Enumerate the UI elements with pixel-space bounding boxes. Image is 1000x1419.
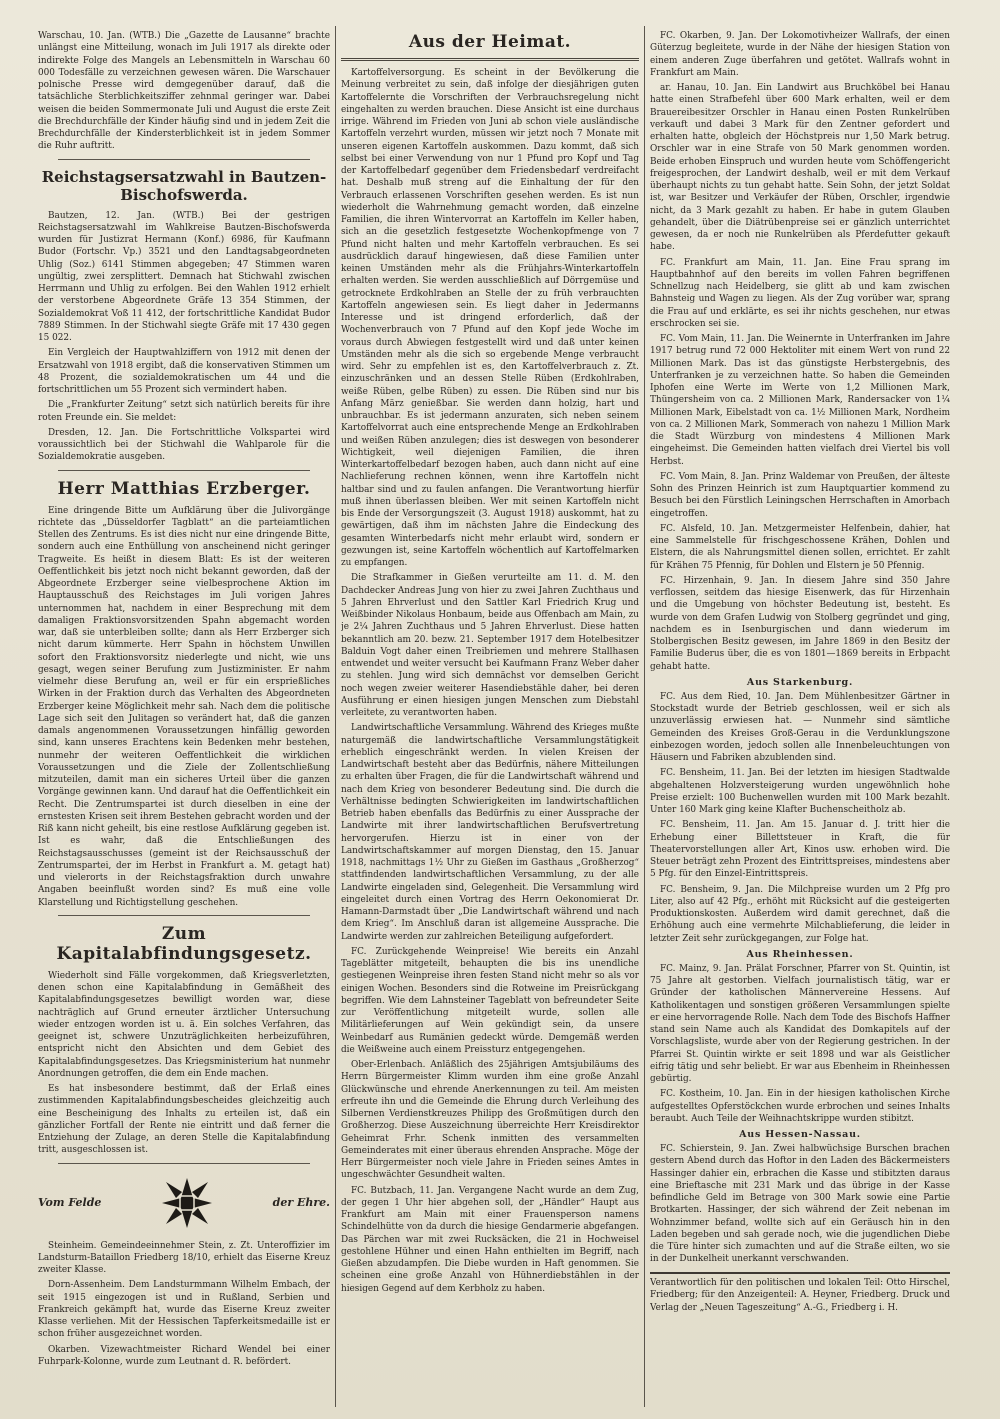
paragraph: Ein Vergleich der Hauptwahlziffern von 1912 mit denen der Ersatzwahl von 1918 ergibt, daß die konservativen Stimmen um 48 Prozent, die sozialdemokratischen um 44 und die fortschrittlichen um 55 Prozent sich vermindert haben. [38,348,330,395]
ehre-right-label: der Ehre. [272,1196,330,1209]
paragraph: FC. Frankfurt am Main, 11. Jan. Eine Frau sprang im Hauptbahnhof auf den bereits im vollen Fahren begriffenen Schnellzug nach Heidelberg, sie glitt ab und kam zwischen Bahnsteig und Wagen zu liegen. Als der Zug vorüber war, sprang die Frau auf und erklärte, es sei ihr nichts geschehen, nur etwas erschrocken sei sie. [650,257,950,329]
headline-aus-der-heimat: Aus der Heimat. [408,32,572,52]
column-3 [650,30,950,1405]
column-1 [38,30,330,1405]
column-rule [644,26,645,1407]
paragraph: FC. Alsfeld, 10. Jan. Metzgermeister Helfenbein, dahier, hat eine Sammelstelle für frischgeschossene Krähen, Dohlen und Elstern, die als Nahrungsmittel dienen sollen, errichtet. Er zahlt für Krähen 75 Pfennig, für Dohlen und Elstern je 50 Pfennig. [650,523,950,571]
headline-kapitalabfindungsgesetz: Zum Kapitalabfindungsgesetz. [56,923,312,964]
paragraph: FC. Mainz, 9. Jan. Prälat Forschner, Pfarrer von St. Quintin, ist 75 Jahre alt gestorben. Vielfach journalistisch tätig, war er Gründer der katholischen Männervereine Hessens. Auf Katholikentagen und sonstigen größeren Versammlungen spielte er eine hervorragende Rolle. Nach dem Tode des Bischofs Haffner stand sein Name auch als Kandidat des Domkapitels auf der Vorschlagsliste, wurde aber von der Regierung gestrichen. In der Pfarrei St. Quintin wirkte er seit 1898 und war als Geistlicher eifrig tätig und sehr beliebt. Er war aus Ebenheim in Rheinhessen gebürtig. [650,963,950,1084]
paragraph: Es hat insbesondere bestimmt, daß der Erlaß eines zustimmenden Kapitalabfindungsbescheides gleichzeitig auch eine Bescheinigung des Inhalts zu erteilen ist, daß ein gänzlicher Fortfall der Rente nie eintritt und daß ferner die Entziehung der Zulage, an deren Stelle die Kapitalabfindung tritt, ausgeschlossen ist. [38,1084,330,1156]
paragraph: FC. Aus dem Ried, 10. Jan. Dem Mühlenbesitzer Gärtner in Stockstadt wurde der Betrieb geschlossen, weil er sich als unzuverlässig erwiesen hat. — Nunmehr sind sämtliche Gemeinden des Kreises Groß-Gerau in die Verdunklungszone einbezogen worden, jedoch sollen alle Innenbeleuchtungen von Häusern und Fabriken abzublenden sind. [650,691,950,763]
imprint-footer: Verantwortlich für den politischen und lokalen Teil: Otto Hirschel, Friedberg; für den Anzeigenteil: A. Heyner, Friedberg. Druck und Verlag der „Neuen Tageszeitung“ A.-G., Friedberg i. H. [650,1272,950,1315]
divider [58,470,310,471]
paragraph: ar. Hanau, 10. Jan. Ein Landwirt aus Bruchköbel bei Hanau hatte einen Strafbefehl über 600 Mark erhalten, weil er dem Brauereibesitzer Orschler in Hanau einen Posten Runkelrüben verkauft und dabei 3 Mark für den Zentner gefordert und erhalten hatte, obgleich der Höchstpreis nur 1,50 Mark betrug. Orschler war in eine Strafe von 50 Mark genommen worden. Beide erhoben Einspruch und wurden heute vom Schöffengericht freigesprochen, der Landwirt deshalb, weil er mit dem Verkauf überhaupt nichts zu tun gehabt hatte. Sein Sohn, der jetzt Soldat ist, war Besitzer und Verkäufer der Rüben, Orschler, irgendwie nicht, da 3 Mark gezahlt zu haben. Er habe in gutem Glauben gehandelt, über die Diätrübenpreise sei er gänzlich unterrichtet gewesen, da er noch nie Runkelrüben als Pferdefutter gekauft habe. [650,83,950,253]
paragraph: Eine dringende Bitte um Aufklärung über die Julivorgänge richtete das „Düsseldorfer Tagblatt“ an die parteiamtlichen Stellen des Zentrums. Es ist dies nicht nur eine dringende Bitte, sondern auch eine Enthüllung von anscheinend nicht geringer Tragweite. Es heißt in diesem Blatt: Es ist der weiteren Oeffentlichkeit bis jetzt noch nicht bekannt geworden, daß der Abgeordnete Erzberger seine vielbesprochene Aktion im Hauptausschuß des Reichstages im Juli vorigen Jahres unternommen hat, nachdem in einer Besprechung mit dem damaligen Fraktionsvorsitzenden Spahn abgemacht worden war, daß sie unterbleiben sollte; dann als Herr Erzberger sich nicht darum kümmerte. Herr Spahn in höchstem Unwillen sofort den Fraktionsvorsitz niederlegte und nicht, wie uns gesagt, wegen seiner Berufung zum Justizminister. Er nahm vielmehr diese Berufung an, weil er für ein ersprießliches Wirken in der Fraktion durch das Verhalten des Abgeordneten Erzberger keine Möglichkeit mehr sah. Nach dem die politische Lage sich seit den Julitagen so verändert hat, daß die ganzen damals angenommenen Voraussetzungen hinfällig geworden sind, kann unseres Erachtens kein Bedenken mehr bestehen, nunmehr der weiteren Oeffentlichkeit die wirklichen Voraussetzungen und die Ziele der Zollentschließung mitzuteilen, damit man ein sicheres Urteil über die ganzen Vorgänge gewinnen kann. Und darauf hat die Oeffentlichkeit ein Recht. Die Zentrumspartei ist durch dieselben in eine der ernstesten Krisen seit ihrem Bestehen gebracht worden und der Riß kann nicht geheilt, bis eine restlose Aufklärung gegeben ist. Ist es wahr, daß die Entschließungen des Reichstagsausschusses (gemeint ist der Reichsausschuß der Zentrumspartei, der im Herbst in Frankfurt a. M. getagt hat) und vielerorts in der Reichstagsfraktion durch unwahre Angaben beeinflußt worden sind? Es muß eine volle Klarstellung und Richtigstellung geschehen. [38,505,330,908]
divider [58,159,310,160]
headline-reichstagsersatzwahl: Reichstagsersatzwahl in Bautzen-Bischofswerda. [41,167,327,204]
section-aus-rheinhessen: Aus Rheinhessen. [746,948,854,960]
paragraph: Bautzen, 12. Jan. (WTB.) Bei der gestrigen Reichstagsersatzwahl im Wahlkreise Bautzen-Bischofswerda wurden für Justizrat Hermann (Konf.) 6986, für Kaufmann Budor (Fortschr. Vp.) 3521 und den Landtagsabgeordneten Uhlig (Soz.) 6141 Stimmen abgegeben; 47 Stimmen waren ungültig, zwei zersplittert. Demnach hat Stichwahl zwischen Herrmann und Uhlig zu erfolgen. Bei den Wahlen 1912 erhielt der verstorbene Abgeordnete Gräfe 13 354 Stimmen, der Sozialdemokrat Voß 11 412, der fortschrittliche Kandidat Budor 7889 Stimmen. In der Stichwahl siegte Gräfe mit 17 430 gegen 15 022. [38,210,330,343]
paragraph: FC. Okarben, 9. Jan. Der Lokomotivheizer Wallrafs, der einen Güterzug begleitete, wurde in der Nähe der hiesigen Station von einem anderen Zuge überfahren und getötet. Wallrafs wohnt in Frankfurt am Main. [650,31,950,78]
paragraph: Dresden, 12. Jan. Die Fortschrittliche Volkspartei wird voraussichtlich bei der Stichwahl die Wahlparole für die Sozialdemokratie ausgeben. [38,427,330,463]
paragraph: Die Strafkammer in Gießen verurteilte am 11. d. M. den Dachdecker Andreas Jung von hier zu zwei Jahren Zuchthaus und 5 Jahren Ehrverlust und den Sattler Karl Friedrich Krug und Weißbinder Nikolaus Honbaum, beide aus Offenbach am Main, zu je 2¼ Jahren Zuchthaus und 5 Jahren Ehrverlust. Diese hatten bekanntlich am 20. bezw. 21. September 1917 dem Hotelbesitzer Balduin Vogt daher einen Treibriemen und mehrere Stallhasen entwendet und weiter versucht bei Kaufmann Franz Weber daher zu stehlen. Jung wird sich demnächst vor demselben Gericht noch wegen zweier weiterer Hasendiebstähle daher, bei deren Ausführung er einen hiesigen jungen Menschen zum Diebstahl verleitete, zu verantworten haben. [341,573,639,718]
iron-cross-icon [158,1174,216,1232]
column-rule [335,26,336,1407]
headline-erzberger: Herr Matthias Erzberger. [57,478,311,499]
paragraph: FC. Vom Main, 11. Jan. Die Weinernte in Unterfranken im Jahre 1917 betrug rund 72 000 Hektoliter mit einem Wert von rund 22 Millionen Mark. Das ist das günstigste Herbstergebnis, des Unterfranken je zu verzeichnen hatte. So haben die Gemeinden Iphofen eine Werte im Werte von 1,2 Millionen Mark, Thüngersheim von ca. 2 Millionen Mark, Randersacker von 1¼ Millionen Mark, Eibelstadt von ca. 1½ Millionen Mark, Nordheim von ca. 2 Millionen Mark, Sommerach von nahezu 1 Million Mark die Stadt Würzburg von mindestens 4 Millionen Mark eingeheimst. Die Gemeinden hatten vielfach drei Viertel bis voll Herbst. [650,334,950,467]
divider [341,58,639,61]
paragraph: FC. Kostheim, 10. Jan. Ein in der hiesigen katholischen Kirche aufgestelltes Opferstöckchen wurde erbrochen und seines Inhalts beraubt. Auch Teile der Weihnachtskrippe wurden stibitzt. [650,1089,950,1124]
paragraph: Landwirtschaftliche Versammlung. Während des Krieges mußte naturgemäß die landwirtschaftliche Versammlungstätigkeit erheblich eingeschränkt werden. In vielen Kreisen der Landwirtschaft besteht aber das Bedürfnis, nähere Mitteilungen zu erhalten über Fragen, die für die Landwirtschaft während und nach dem Krieg von besonderer Bedeutung sind. Die durch die Verhältnisse bedingten Schwierigkeiten im landwirtschaftlichen Betrieb haben ebenfalls das Bedürfnis zu einer Aussprache der Landwirte mit ihrer landwirtschaftlichen Berufsvertretung hervorgerufen. Hierzu ist in einer von der Landwirtschaftskammer auf morgen Dienstag, den 15. Januar 1918, nachmittags 1½ Uhr zu Gießen im Gasthaus „Großherzog“ stattfindenden landwirtschaftlichen Versammlung, zu der alle Landwirte eingeladen sind, Gelegenheit. Die Versammlung wird eingeleitet durch einen Vortrag des Herrn Oekonomierat Dr. Hamann-Darmstadt über „Die Landwirtschaft während und nach dem Krieg“. Im Anschluß daran ist allgemeine Aussprache. Die Landwirte werden zur zahlreichen Beteiligung aufgefordert. [341,723,639,942]
paragraph: Wiederholt sind Fälle vorgekommen, daß Kriegsverletzten, denen schon eine Kapitalabfindung in Gemäßheit des Kapitalabfindungsgesetzes bewilligt worden war, diese nachträglich auf Grund erneuter ärztlicher Untersuchung wieder entzogen worden ist u. ä. Ein solches Verfahren, das geeignet ist, schwere Unzuträglichkeiten herbeizuführen, entspricht nicht den Absichten und dem Gebiet des Kapitalabfindungsgesetzes. Das Kriegsministerium hat nunmehr Anordnungen getroffen, die dem ein Ende machen. [38,970,330,1079]
paragraph: Die „Frankfurter Zeitung“ setzt sich natürlich bereits für ihre roten Freunde ein. Sie meldet: [38,400,330,423]
divider [58,1163,310,1164]
paragraph: FC. Hirzenhain, 9. Jan. In diesem Jahre sind 350 Jahre verflossen, seitdem das hiesige Eisenwerk, das für Hirzenhain und die Umgebung von höchster Bedeutung ist, besteht. Es wurde von dem Grafen Ludwig von Stolberg gegründet und ging, nachdem es in Isenburgischen und dann wiederum im Stolbergischen Besitz gewesen, im Jahre 1869 in den Besitz der Familie Buderus über, die es von 1801—1869 bereits in Erbpacht gehabt hatte. [650,575,950,672]
paragraph: FC. Bensheim, 9. Jan. Die Milchpreise wurden um 2 Pfg pro Liter, also auf 42 Pfg., erhöht mit Rücksicht auf die gesteigerten Produktionskosten. Außerdem wird damit gerechnet, daß die Erhöhung auch eine vermehrte Milchablieferung, die leider in letzter Zeit sehr zurückgegangen, zur Folge hat. [650,884,950,944]
paragraph: FC. Vom Main, 8. Jan. Prinz Waldemar von Preußen, der älteste Sohn des Prinzen Heinrich ist zum Hauptquartier kommend zu Besuch bei den Fürstlich Leiningschen Herrschaften in Amorbach eingetroffen. [650,471,950,519]
paragraph: Steinheim. Gemeindeeinnehmer Stein, z. Zt. Unteroffizier im Landsturm-Bataillon Friedberg 18/10, erhielt das Eiserne Kreuz zweiter Klasse. [38,1240,330,1275]
vom-felde-der-ehre-heading [38,1174,330,1232]
paragraph: Okarben. Vizewachtmeister Richard Wendel bei einer Fuhrpark-Kolonne, wurde zum Leutnant d. R. befördert. [38,1344,330,1367]
ehre-left-label: Vom Felde [38,1196,102,1209]
paragraph: Kartoffelversorgung. Es scheint in der Bevölkerung die Meinung verbreitet zu sein, daß infolge der diesjährigen guten Kartoffelernte die Vorschriften der Verbrauchsregelung nicht eingehalten zu werden brauchen. Diese Ansicht ist eine durchaus irrige. Während im Frieden von Juni ab schon viele ausländische Kartoffeln verzehrt wurden, müssen wir jetzt noch 7 Monate mit unseren eigenen Kartoffeln auskommen. Dazu kommt, daß sich selbst bei einer Verwendung von nur 1 Pfund pro Kopf und Tag der Kartoffelbedarf gegenüber dem Friedensbedarf verdreifacht hat. Deshalb muß streng auf die Einhaltung der für den Verbrauch erlassenen Vorschriften gesehen werden. Es ist nun wiederholt die Wahrnehmung gemacht worden, daß einzelne Familien, die ihren Wintervorrat an Kartoffeln im Keller haben, sich an die gesetzlich festgesetzte Wochenkopfmenge von 7 Pfund nicht halten und mehr Kartoffeln verbrauchen. Es sei ausdrücklich darauf hingewiesen, daß diese Familien unter keinen Umständen mehr als die Frühjahrs-Winterkartoffeln erhalten werden. Sie werden ausschließlich auf Dörrgemüse und getrocknete Erdkohlraben an Stelle der zu früh verbrauchten Kartoffeln angewiesen sein. Es liegt daher in Jedermanns Interesse und ist dringend erforderlich, daß der Wochenverbrauch von 7 Pfund auf den Kopf jede Woche im voraus durch Abwiegen festgestellt wird und daß unter keinen Umständen mehr als die sich so ergebende Menge verbraucht wird. Sehr zu empfehlen ist es, den Kartoffelverbrauch z. Zt. einzuschränken und an dessen Stelle Rüben (Erdkohlraben, weiße Rüben, gelbe Rüben) zu essen. Die Rüben sind nur bis Anfang März genießbar. Sie werden dann holzig, hart und unbrauchbar. Es ist jedermann anzuraten, sich neben seinem Kartoffelvorrat auch eine entsprechende Menge an Erdkohlraben und weißen Rüben anzulegen; dies ist deswegen von besonderer Wichtigkeit, weil diejenigen Familien, die ihren Winterkartoffelbedarf bezogen haben, auch dann nicht auf eine Nachlieferung rechnen können, wenn ihre Kartoffeln nicht haltbar sind und zu faulen anfangen. Die Verantwortung hierfür muß ihnen überlassen bleiben. Wer mit seinen Kartoffeln nicht bis Ende der Versorgungszeit (3. August 1918) auskommt, hat zu gewärtigen, daß ihm im nächsten Jahre die Eindeckung des gesamten Winterbedarfs nicht mehr erlaubt wird, sondern er gezwungen ist, seine Kartoffeln wöchentlich auf Kartoffelmarken zu empfangen. [341,68,639,568]
warschau-article: Warschau, 10. Jan. (WTB.) Die „Gazette de Lausanne“ brachte unlängst eine Mitteilung, wonach im Juli 1917 als direkte oder indirekte Folge des Mangels an Lebensmitteln in Warschau 60 000 Todesfälle zu verzeichnen gewesen wären. Die Warschauer polnische Presse wird demgegenüber darauf, daß die tatsächliche Sterblichkeitsziffer zehnmal geringer war. Dabei weisen die beiden Sommermonate Juli und August die erste Zeit die Brechdurchfälle der Kinder häufig sind und in jedem Zeit die Brechdurchfälle der Kindersterblichkeit ist in jedem Sommer die Ruhr auftritt. [38,31,330,152]
paragraph: Dorn-Assenheim. Dem Landsturmmann Wilhelm Embach, der seit 1915 eingezogen ist und in Rußland, Serbien und Frankreich gekämpft hat, wurde das Eiserne Kreuz zweiter Klasse verliehen. Mit der Hessischen Tapferkeitsmedaille ist er schon früher ausgezeichnet worden. [38,1280,330,1340]
divider [58,915,310,916]
section-aus-starkenburg: Aus Starkenburg. [746,676,854,688]
paragraph: FC. Zurückgehende Weinpreise! Wie bereits ein Anzahl Tageblätter mitgeteilt, behaupten die bis ins unendliche gestiegenen Weinpreise ihren festen Stand nicht mehr so als vor einigen Wochen. Besonders sind die Rotweine im Preisrückgang begriffen. Wie dem Lahnsteiner Tageblatt von befreundeter Seite zur Veröffentlichung mitgeteilt wurde, sollen alle Militärlieferungen auf Wein gekündigt sein, da unsere Weinbedarf aus Rumänien gedeckt würde. Demgemäß werden die Weißweine auch einem Preissturz entgegengehen. [341,946,639,1055]
paragraph: FC. Bensheim, 11. Jan. Bei der letzten im hiesigen Stadtwalde abgehaltenen Holzversteigerung wurden ungewöhnlich hohe Preise erzielt: 100 Buchenwellen wurden mit 100 Mark bezahlt. Unter 160 Mark ging keine Klafter Buchenscheitholz ab. [650,768,950,815]
section-aus-hessen-nassau: Aus Hessen-Nassau. [739,1129,861,1140]
paragraph: Ober-Erlenbach. Anläßlich des 25jährigen Amtsjubiläums des Herrn Bürgermeister Klimm wurden ihm eine große Anzahl Glückwünsche und ehrende Anerkennungen zu teil. Am meisten erfreute ihn und die Gemeinde die Ehrung durch Verleihung des Silbernen Verdienstkreuzes Philipp des Großmütigen durch den Großherzog. Diese Auszeichnung überreichte Herr Kreisdirektor Geheimrat Frhr. Schenk inmitten des versammelten Gemeinderates mit einer überaus ehrenden Ansprache. Möge der Herr Bürgermeister noch viele Jahre in Frieden seines Amtes in ungeschwächter Gesundheit walten. [341,1060,639,1181]
column-2 [341,30,639,1405]
paragraph: FC. Butzbach, 11. Jan. Vergangene Nacht wurde an dem Zug, der gegen 1 Uhr hier abgehen soll, der „Händler“ Haupt aus Frankfurt am Main mit einer Frauensperson namens Schindelhütte von da durch die hiesige Gendarmerie abgefangen. Das Pärchen war mit zwei Rucksäcken, die 21 in Hochweisel gestohlene Hühner und einen Hahn enthielten im Begriff, nach Gießen abzudampfen. Die Diebe wurden in Haft genommen. Sie scheinen eine große Anzahl von Hühnerdiebstählen in der hiesigen Gegend auf dem Kerbholz zu haben. [341,1185,639,1294]
paragraph: FC. Bensheim, 11. Jan. Am 15. Januar d. J. tritt hier die Erhebung einer Billettsteuer in Kraft, die für Theatervorstellungen aller Art, Kinos usw. erhoben wird. Die Steuer beträgt zehn Prozent des Eintrittspreises, mindestens aber 5 Pfg. für den Einzel-Eintrittspreis. [650,820,950,880]
paragraph: FC. Schierstein, 9. Jan. Zwei halbwüchsige Burschen brachen gestern Abend durch das Hoftor in den Laden des Bäckermeisters Hassinger dahier ein, erbrachen die Kasse und stibitzten daraus eine Brieftasche mit 231 Mark und das übrige in der Kasse befindliche Geld im Betrage von 300 Mark sowie eine Partie Brotkarten. Hassinger, der sich während der Zeit nebenan im Wohnzimmer befand, wollte sich auf ein Geräusch hin in den Laden begeben und sah gerade noch, wie die jugendlichen Diebe die Türe hinter sich zumachten und auf die Straße eilten, wo sie in der Dunkelheit unerkannt verschwanden. [650,1144,950,1265]
